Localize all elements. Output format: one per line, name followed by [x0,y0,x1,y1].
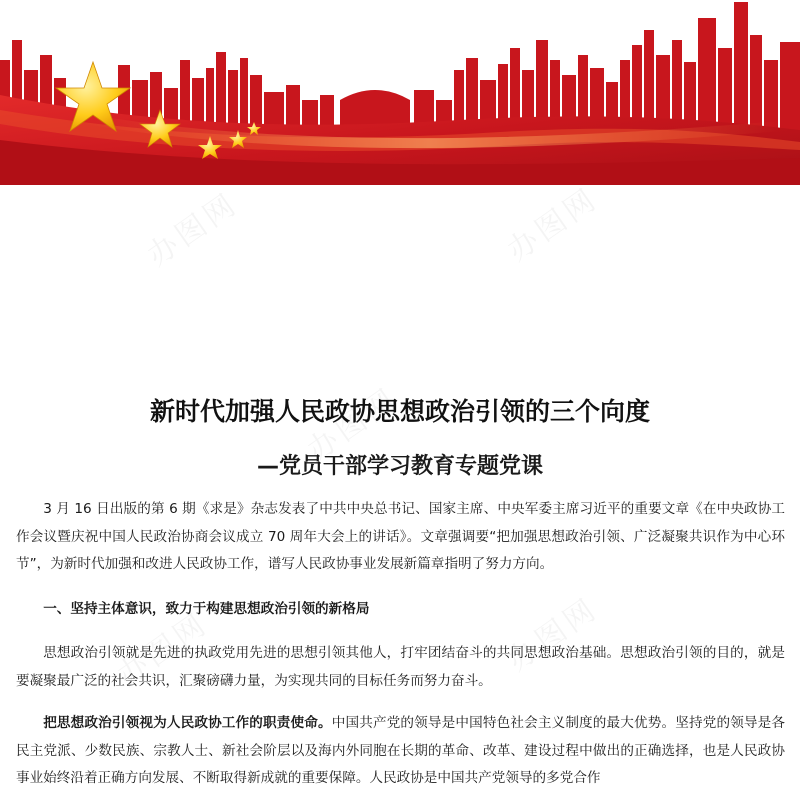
section-paragraph: 思想政治引领就是先进的执政党用先进的思想引领其他人，打牢团结奋斗的共同思想政治基础。思想政治引领的目的，就是要凝聚最广泛的社会共识，汇聚磅礴力量，为实现共同的目标任务而努力奋斗。 [16,645,785,689]
document-title: 新时代加强人民政协思想政治引领的三个向度 [149,397,650,426]
intro-paragraph: 3 月 16 日出版的第 6 期《求是》杂志发表了中共中央总书记、国家主席、中央军委主席习近平的重要文章《在中央政协工作会议暨庆祝中国人民政治协商会议成立 70 周年大会上的讲话》。文章强调要“把加强思想政治引领、广泛凝聚共识作为中心环节”，为新时代加强和改进人民政协工作，谱写人民政协事业发展新篇章指明了努力方向。 [16,501,785,572]
paragraph-lead: 把思想政治引领视为人民政协工作的职责使命。 [43,715,332,731]
document-subtitle: —党员干部学习教育专题党课 [256,454,543,479]
paragraph-body: 中国共产党的领导是中国特色社会主义制度的最大优势。坚持党的领导是各民主党派、少数民族、宗教人士、新社会阶层以及海内外同胞在长期的革命、改革、建设过程中做出的正确选择，也是人民政协事业始终沿着正确方向发展、不断取得新成就的重要保障。人民政协是中国共产党领导的多党合作 [16,715,786,786]
section-paragraph [16,710,785,793]
section-heading: 一、坚持主体意识，致力于构建思想政治引领的新格局 [43,601,370,617]
